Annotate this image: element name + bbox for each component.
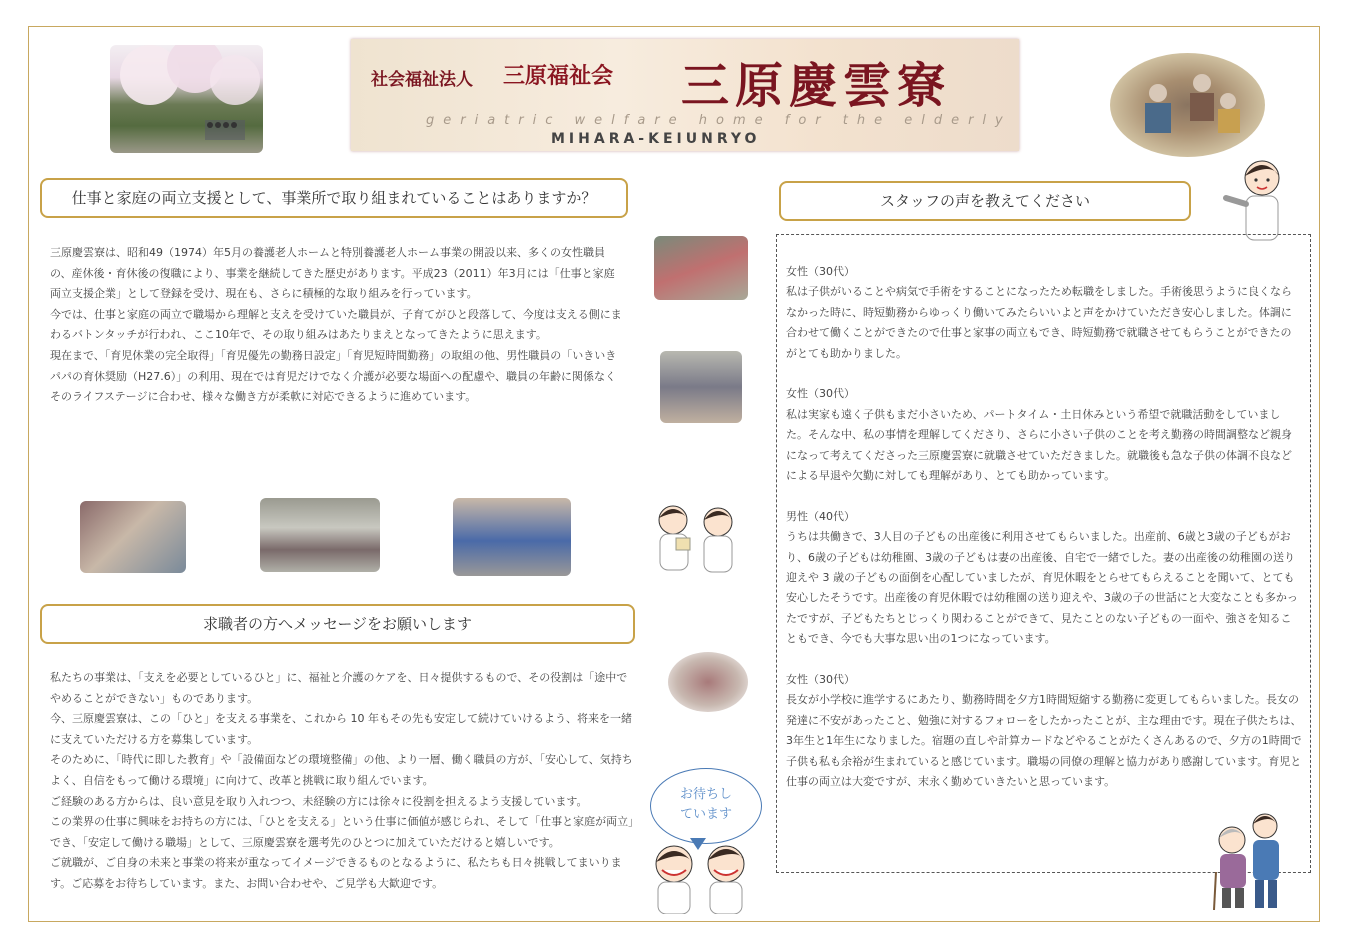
staff-voice-text: うちは共働きで、3人目の子どもの出産後に利用させてもらいました。出産前、6歳と3歳の子どもがおり、6歳の子どもは幼稚園、3歳の子どもは妻の出産後、自宅で一緒でした。妻の出産後の幼稚園の送り迎えや 3 歳の子どもの面倒を心配していましたが、育児休暇をとらせてもらえることを聞いて、とても安心したそうです。出産後の育児休暇では幼稚園の送り迎えや、3歳の子の世話にと大変なことも多かったですが、子どもたちとじっくり関わることができて、見たことのない子どもの一面や、強さを知ることもでき、今でも大事な思い出の1つになっています。 <box>786 530 1298 646</box>
bubble-line2: ています <box>679 807 732 822</box>
staff-voice <box>786 262 1302 364</box>
section2-paragraph: この業界の仕事に興味をお持ちの方には、「ひとを支える」という仕事に価値が感じられ、そして「仕事と家庭が両立」でき、「安定して働ける職場」として、三原慶雲寮を選考先のひとつに加えていただけると嬉しいです。 <box>50 815 634 849</box>
nurses-illustration <box>648 500 744 574</box>
section1-heading <box>40 178 628 218</box>
care-bed-photo <box>80 501 186 573</box>
section2-paragraph: そのために、「時代に即した教育」や「設備面などの環境整備」の他、より一層、働く職員の方が、「安心して、気持ちよく、自信をもって働ける環境」に向けて、改革と挑戦に取り組んでいます。 <box>50 753 633 787</box>
section2-paragraph: ご就職が、ご自身の未来と事業の将来が重なってイメージできるものとなるように、私たちも日々挑戦してまいります。ご応募をお待ちしています。また、お問い合わせや、ご見学も大歓迎です。 <box>50 856 622 890</box>
section1-paragraph: 今では、仕事と家庭の両立で職場から理解と支えを受けていた職員が、子育てがひと段落して、今度は支える側にまわるバトンタッチが行われ、ここ10年で、その取り組みはあたりまえとなってきたように思えます。 <box>50 307 622 342</box>
meeting-photo <box>654 236 748 300</box>
section1-heading-text: 仕事と家庭の両立支援として、事業所で取り組まれていることはありますか？ <box>71 189 597 207</box>
residents-table-photo <box>1110 53 1265 157</box>
staff-voice-who: 女性（30代） <box>786 265 855 278</box>
section2-heading <box>40 604 635 644</box>
group-event-photo <box>260 498 380 572</box>
section1-paragraph: 現在まで、「育児休業の完全取得」「育児優先の勤務日設定」「育児短時間勤務」の取組の他、男性職員の「いきいきパパの育休奨励（H27.6）」の利用、現在では育児だけでなく介護が必要な場面への配慮や、職員の年齢に関係なくそのライフステージに合わせ、様々な働き方が柔軟に対応できるように進めています。 <box>50 348 617 404</box>
cherry-blossom-group-photo <box>110 45 263 153</box>
staff-voice-text: 私は子供がいることや病気で手術をすることになったため転職をしました。手術後思うように良くならなかった時に、時短勤務からゆっくり働いてみたらいいよと声をかけていただき安心しました。体調に合わせて働くことができたので仕事と家事の両立もでき、時短勤務で就職させてもらうことができたのがとても助かりました。 <box>786 285 1292 360</box>
staff-voice-who: 女性（30代） <box>786 673 855 687</box>
section2-body <box>50 668 635 895</box>
facility-banner <box>351 39 1019 151</box>
section2-paragraph: 今、三原慶雲寮は、この「ひと」を支える事業を、これから 10 年もその先も安定して続けていけるよう、将来を一緒に支えていただける方を募集しています。 <box>50 712 632 746</box>
staff-voice-text: 私は実家も遠く子供もまだ小さいため、パートタイム・土日休みという希望で就職活動をしていました。そんな中、私の事情を理解してくださり、さらに小さい子供のことを考え勤務の時間調整など親身になって考えてくださった三原慶雲寮に就職させていただきました。就職後も急な子供の体調不良などによる早退や欠勤に対しても理解があり、とても助かっています。 <box>786 407 1292 483</box>
caregiver-photo <box>668 652 748 712</box>
waiting-speech-bubble <box>650 768 762 844</box>
staff-pair-illustration <box>648 842 752 914</box>
org-name: 三原福祉会 <box>503 64 614 89</box>
staff-voice-who: 男性（40代） <box>786 509 855 523</box>
staff-voices-box <box>776 234 1311 873</box>
facility-name: 三原慶雲寮 <box>681 58 952 114</box>
exercise-photo <box>453 498 571 576</box>
elderly-caregiver-illustration <box>1210 812 1288 912</box>
staff-room-photo <box>660 351 742 423</box>
staff-voice <box>786 670 1302 792</box>
staff-voice <box>786 507 1302 650</box>
staff-voice-text: 長女が小学校に進学するにあたり、勤務時間を夕方1時間短縮する勤務に変更してもらいました。長女の発達に不安があったこと、勉強に対するフォローをしたかったことが、主な理由です。現在子供たちは、3年生と1年生になりました。宿題の直しや計算カードなどやることがたくさんあるので、夕方の1時間で子供も私も余裕が生まれていると感じています。職場の同僚の理解と協力があり感謝しています。育児と仕事の両立は大変ですが、末永く勤めていきたいと思っています。 <box>786 693 1302 789</box>
section2-paragraph: ご経験のある方からは、良い意見を取り入れつつ、未経験の方には徐々に役割を担えるよう支援しています。 <box>50 794 588 808</box>
org-type: 社会福祉法人 <box>371 70 473 90</box>
staff-heading-text: スタッフの声を教えてください <box>879 192 1090 210</box>
section1-body <box>50 243 625 408</box>
section1-paragraph: 三原慶雲寮は、昭和49（1974）年5月の養護老人ホームと特別養護老人ホーム事業の開設以来、多くの女性職員の、産休後・育休後の復職により、事業を継続してきた歴史があります。平成23（2011）年3月には「仕事と家庭両立支援企業」として登録を受け、現在も、さらに積極的な取り組みを行っています。 <box>50 246 615 301</box>
staff-voice <box>786 384 1302 486</box>
nurse-waving-illustration <box>1222 156 1292 242</box>
section2-paragraph: 私たちの事業は、「支えを必要としているひと」に、福祉と介護のケアを、日々提供するもので、その役割は「途中でやめることができない」ものであります。 <box>50 671 628 705</box>
section2-heading-text: 求職者の方へメッセージをお願いします <box>202 615 473 633</box>
facility-romaji: MIHARA-KEIUNRYO <box>551 131 761 147</box>
staff-voice-who: 女性（30代） <box>786 387 855 401</box>
staff-heading <box>779 181 1191 221</box>
tagline: geriatric welfare home for the elderly <box>426 113 1012 128</box>
bubble-line1: お待ちし <box>679 787 732 802</box>
